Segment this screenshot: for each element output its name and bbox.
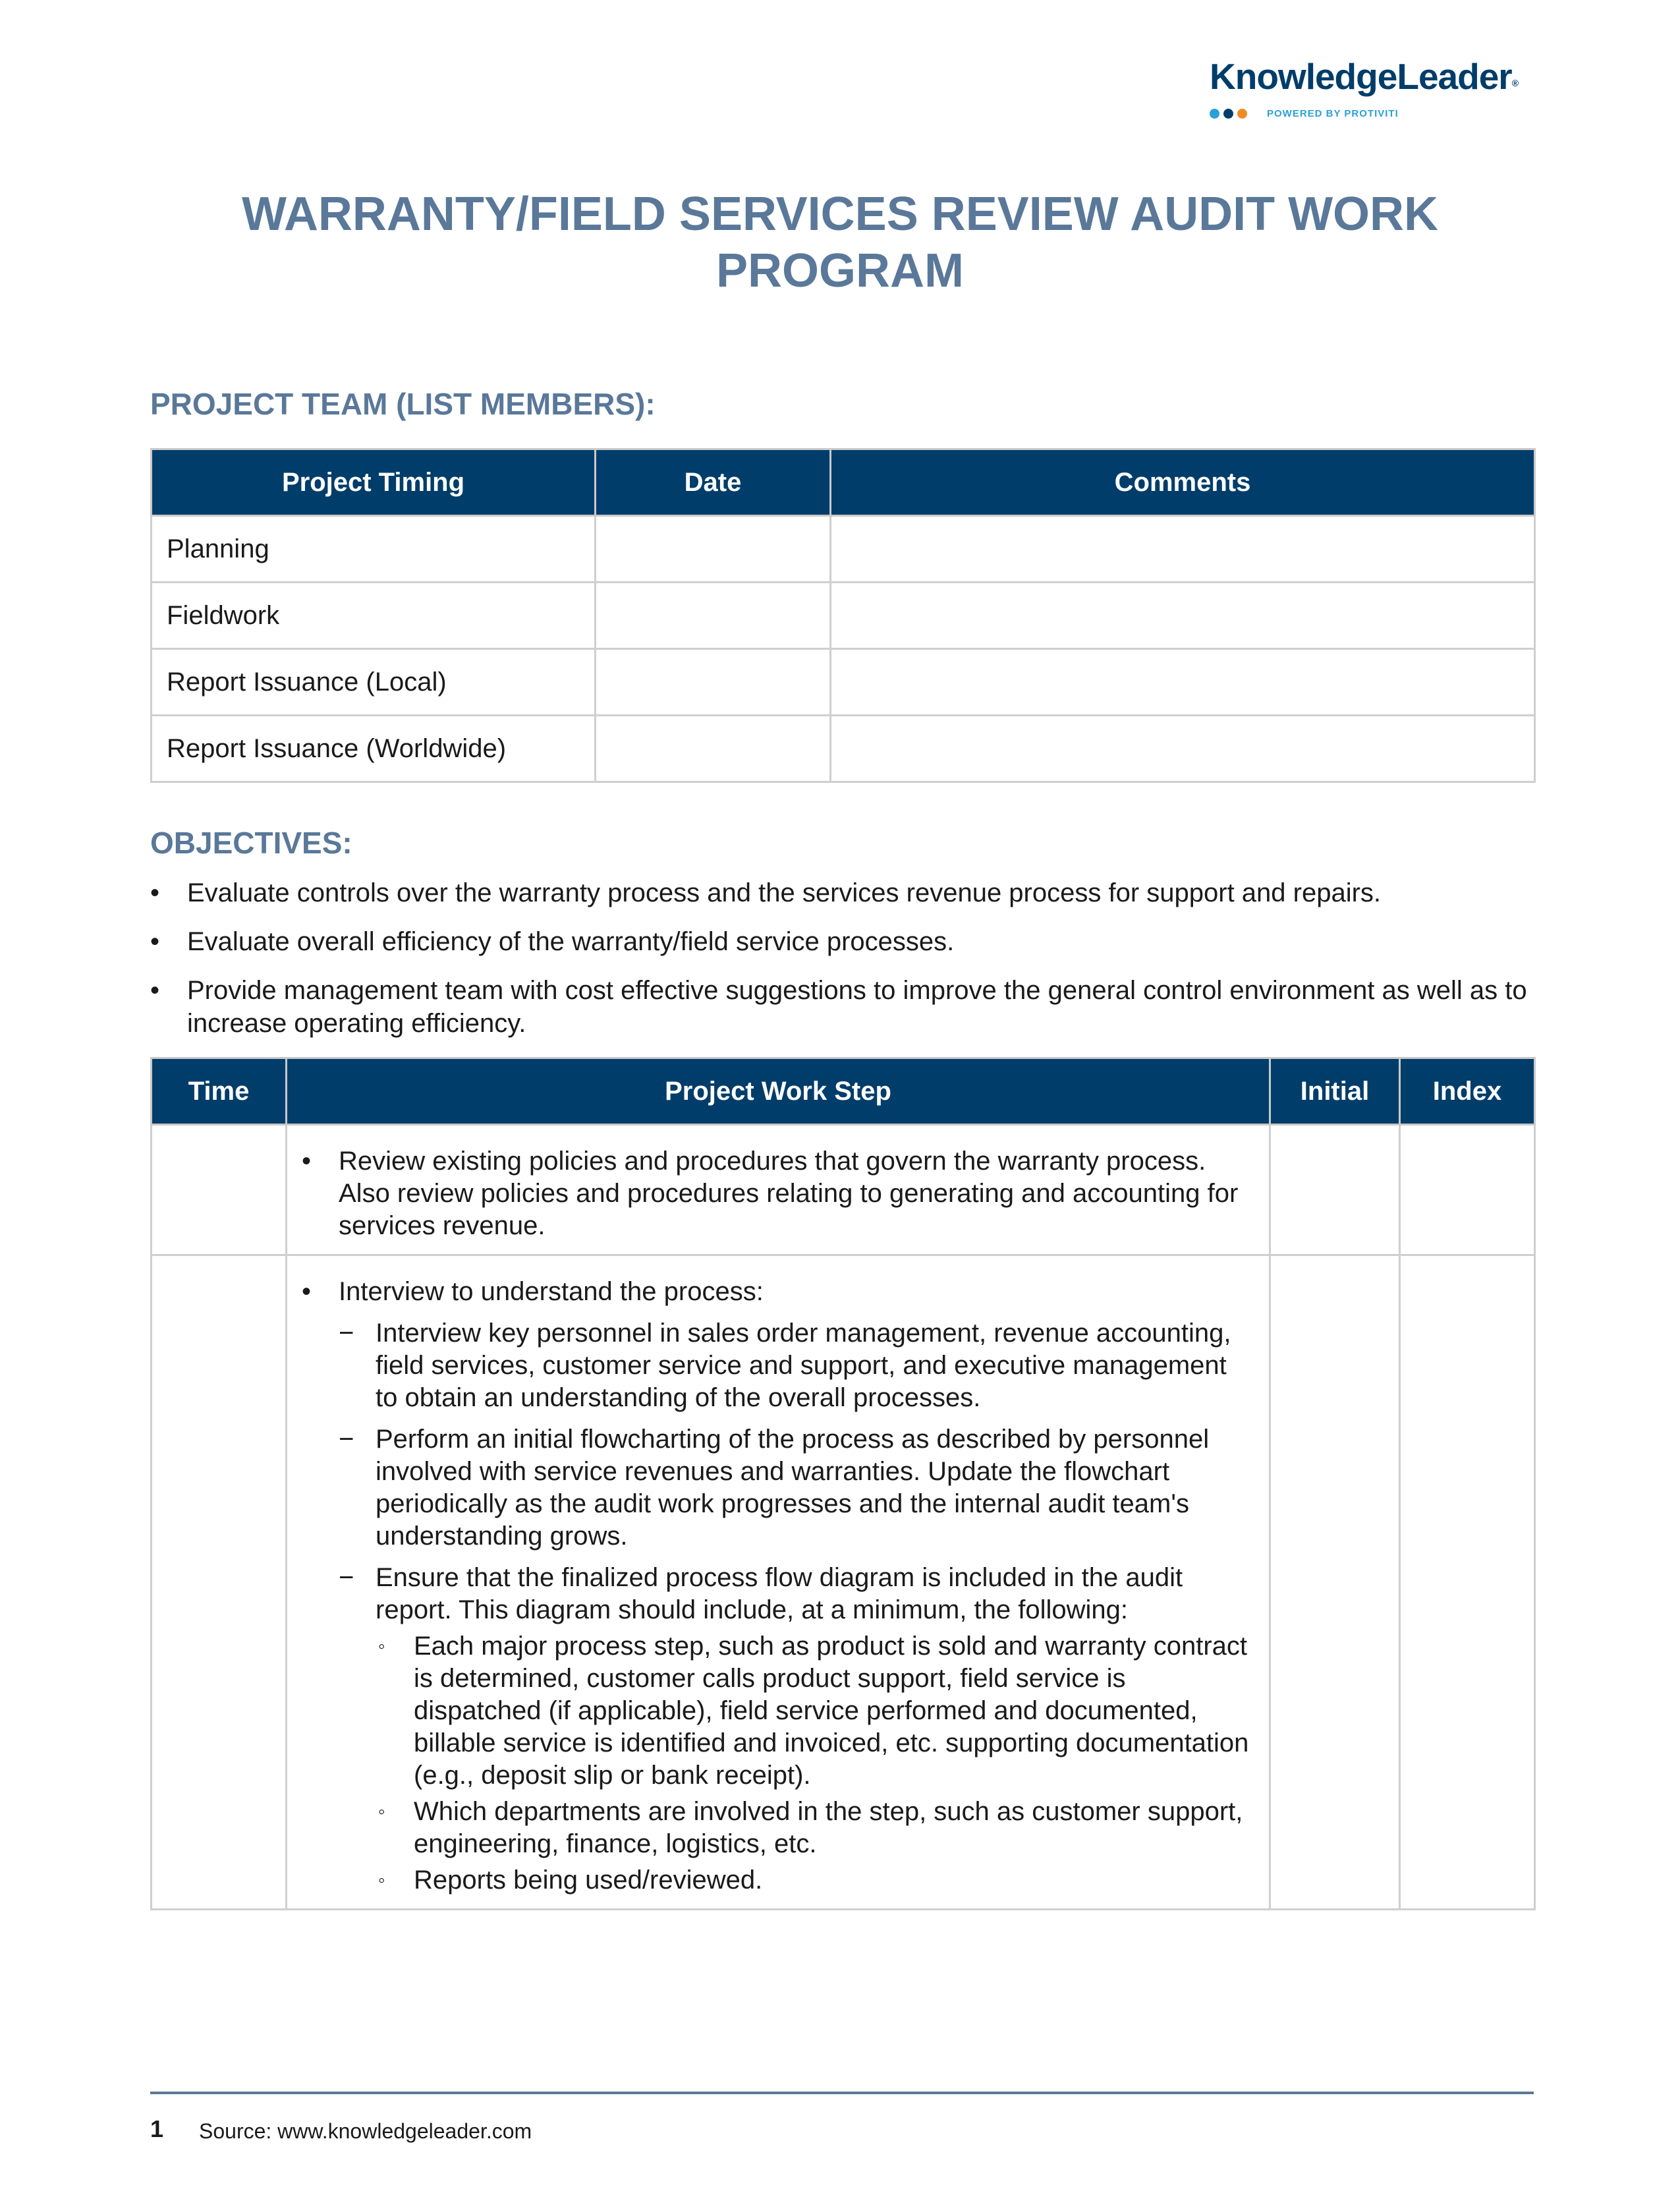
time-cell[interactable]	[152, 1255, 287, 1910]
logo-tagline-row	[1210, 108, 1539, 119]
column-header: Time	[152, 1058, 287, 1125]
source-link[interactable]: Source: www.knowledgeleader.com	[199, 2119, 532, 2143]
objective-text: Evaluate controls over the warranty process and the services revenue process for support and repairs.	[187, 878, 1382, 907]
date-cell[interactable]	[596, 716, 831, 782]
subsubstep-text: Each major process step, such as product is sold and warranty contract is determined, customer calls product support, field service is dispatched (if applicable), field service performed and documented, billable service is identified and invoiced, etc. supporting documentation (e.g., deposit slip or bank receipt).	[414, 1632, 1249, 1790]
bullet-icon: •	[150, 927, 160, 956]
comments-cell[interactable]	[831, 716, 1535, 782]
list-item	[150, 876, 1540, 909]
list-item	[302, 1276, 1249, 1308]
timing-cell: Planning	[152, 516, 596, 583]
list-item	[150, 925, 1540, 958]
objectives-list	[150, 876, 1540, 1056]
dash-icon: −	[339, 1319, 354, 1348]
subsubstep-text: Which departments are involved in the step, such as customer support, engineering, finance, logistics, etc.	[414, 1797, 1243, 1858]
list-item	[302, 1562, 1249, 1626]
dash-icon: −	[339, 1425, 354, 1454]
objectives-heading: OBJECTIVES:	[150, 826, 352, 860]
logo-dot-icon	[1210, 109, 1219, 119]
table-row	[152, 1125, 1535, 1255]
logo-dot-icon	[1223, 109, 1233, 119]
document-title: WARRANTY/FIELD SERVICES REVIEW AUDIT WORK PROGRAM	[241, 188, 1439, 297]
work-steps-table	[150, 1057, 1536, 1910]
subsubstep-text: Reports being used/reviewed.	[414, 1866, 763, 1895]
initial-cell[interactable]	[1270, 1125, 1400, 1255]
logo-dot-icon	[1237, 109, 1247, 119]
table-header-row	[152, 1058, 1535, 1125]
dash-icon: −	[339, 1563, 354, 1592]
table-row	[152, 716, 1535, 782]
objective-text: Provide management team with cost effective suggestions to improve the general control environment as well as to increase operating efficiency.	[187, 976, 1527, 1038]
timing-cell: Fieldwork	[152, 583, 596, 649]
list-item	[302, 1630, 1249, 1792]
timing-cell: Report Issuance (Worldwide)	[152, 716, 596, 782]
list-item	[302, 1864, 1249, 1897]
column-header: Comments	[831, 449, 1535, 516]
date-cell[interactable]	[596, 583, 831, 649]
objective-text: Evaluate overall efficiency of the warranty/field service processes.	[187, 927, 955, 956]
table-row	[152, 516, 1535, 583]
table-row	[152, 1255, 1535, 1910]
date-cell[interactable]	[596, 649, 831, 716]
date-cell[interactable]	[596, 516, 831, 583]
knowledgeleader-logo	[1210, 57, 1539, 119]
logo-tagline: POWERED BY PROTIVITI	[1267, 108, 1399, 119]
bullet-icon: •	[302, 1147, 312, 1176]
logo-trademark: ®	[1511, 78, 1519, 88]
logo-wordmark: KnowledgeLeader	[1210, 56, 1512, 97]
column-header: Initial	[1270, 1058, 1400, 1125]
index-cell[interactable]	[1400, 1255, 1535, 1910]
list-item	[302, 1796, 1249, 1860]
timing-cell: Report Issuance (Local)	[152, 649, 596, 716]
step-text: Review existing policies and procedures that govern the warranty process. Also review policies and procedures relating to generating and accounting for services revenue.	[339, 1147, 1239, 1240]
column-header: Index	[1400, 1058, 1535, 1125]
work-step-cell	[287, 1125, 1270, 1255]
circle-bullet-icon: ◦	[378, 1801, 385, 1823]
comments-cell[interactable]	[831, 516, 1535, 583]
initial-cell[interactable]	[1270, 1255, 1400, 1910]
list-item	[302, 1145, 1249, 1242]
list-item	[302, 1423, 1249, 1553]
table-header-row	[152, 449, 1535, 516]
list-item	[302, 1317, 1249, 1414]
substep-text: Perform an initial flowcharting of the process as described by personnel involved with service revenues and warranties. Update the flowchart periodically as the audit work progresses and the internal audit team's understanding grows.	[376, 1425, 1210, 1551]
bullet-icon: •	[150, 878, 160, 907]
column-header: Project Timing	[152, 449, 596, 516]
comments-cell[interactable]	[831, 649, 1535, 716]
step-text: Interview to understand the process:	[339, 1277, 764, 1306]
column-header: Project Work Step	[287, 1058, 1270, 1125]
index-cell[interactable]	[1400, 1125, 1535, 1255]
substep-text: Ensure that the finalized process flow diagram is included in the audit report. This diagram should include, at a minimum, the following:	[376, 1563, 1183, 1624]
table-row	[152, 583, 1535, 649]
circle-bullet-icon: ◦	[378, 1869, 385, 1891]
column-header: Date	[596, 449, 831, 516]
comments-cell[interactable]	[831, 583, 1535, 649]
project-team-heading: PROJECT TEAM (LIST MEMBERS):	[150, 387, 656, 421]
bullet-icon: •	[302, 1277, 312, 1306]
footer-divider	[150, 2092, 1534, 2094]
page-number: 1	[150, 2115, 164, 2142]
table-row	[152, 649, 1535, 716]
substep-text: Interview key personnel in sales order management, revenue accounting, field services, customer service and support, and executive management to obtain an understanding of the overall processes.	[376, 1319, 1231, 1412]
list-item	[150, 974, 1540, 1040]
work-step-cell	[287, 1255, 1270, 1910]
bullet-icon: •	[150, 976, 160, 1005]
project-timing-table	[150, 448, 1536, 783]
circle-bullet-icon: ◦	[378, 1636, 385, 1657]
time-cell[interactable]	[152, 1125, 287, 1255]
